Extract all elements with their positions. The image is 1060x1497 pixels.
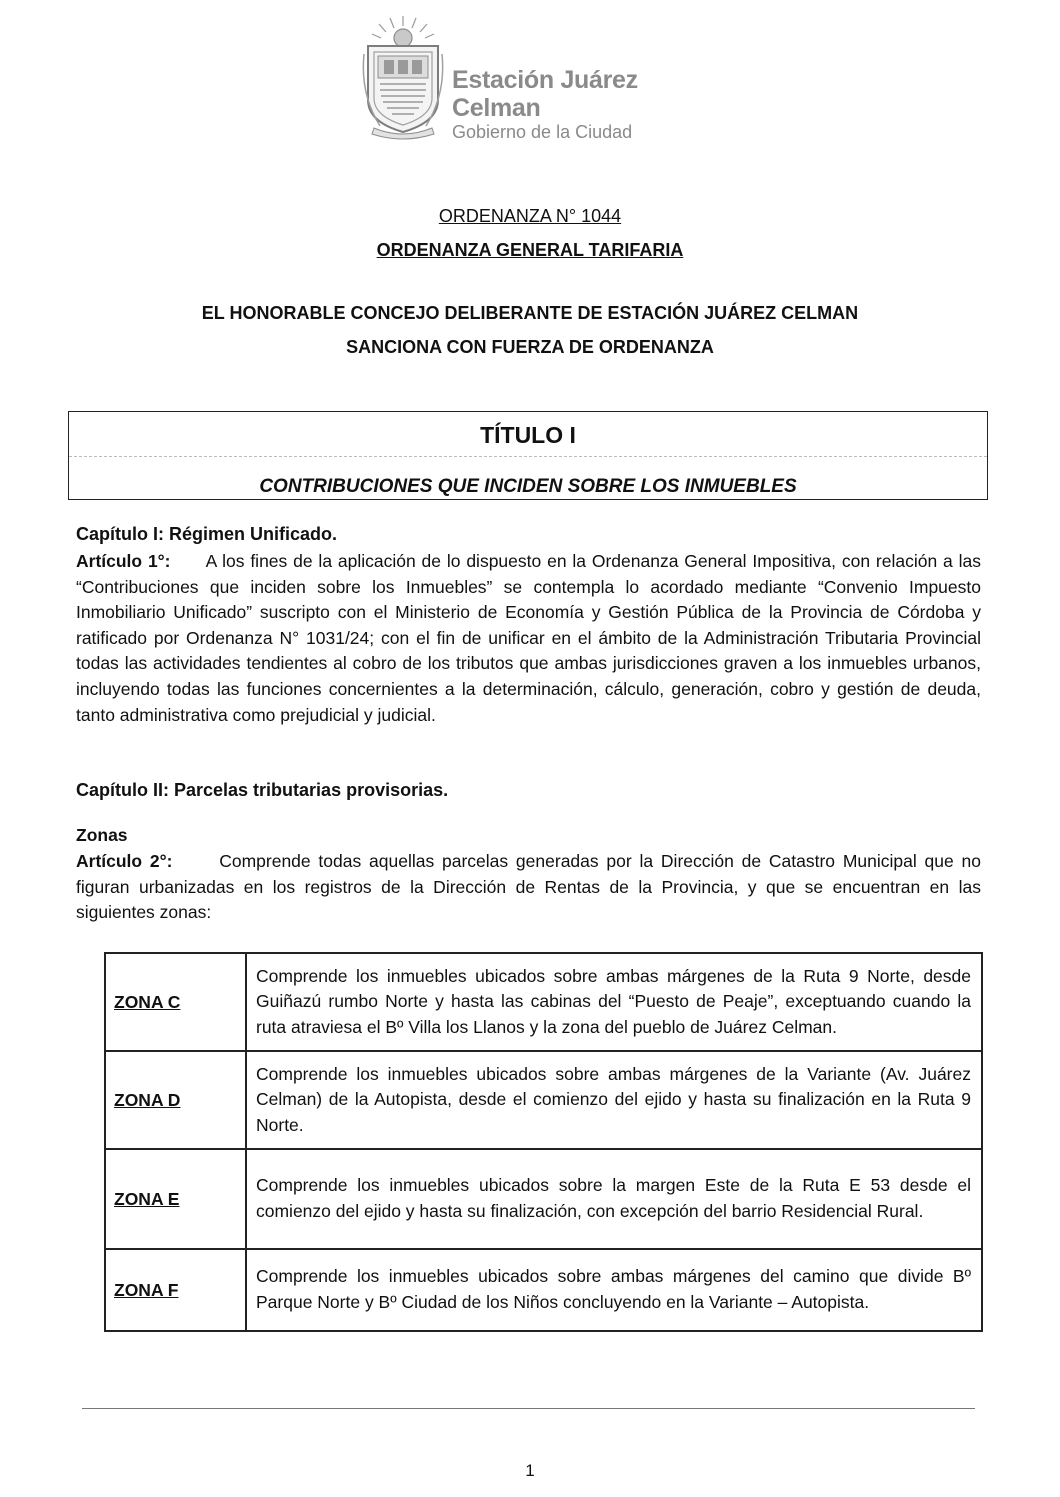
zone-description: Comprende los inmuebles ubicados sobre ambas márgenes de la Variante (Av. Juárez Celman) de la Autopista, desde el comienzo del ejido y hasta su finalización en la Ruta 9 Norte. — [246, 1051, 982, 1149]
zones-table — [104, 952, 983, 1332]
titulo-divider — [69, 456, 987, 457]
article-1-text: A los fines de la aplicación de lo dispuesto en la Ordenanza General Impositiva, con relación a las “Contribuciones que inciden sobre los Inmuebles” se contempla lo acordado mediante “Convenio Impuesto Inmobiliario Unificado” suscripto con el Ministerio de Economía y Gestión Pública de la Provincia de Córdoba y ratificado por Ordenanza N° 1031/24; con el fin de unificar en el ámbito de la Administración Tributaria Provincial todas las actividades tendientes al cobro de los tributos que ambas jurisdicciones graven a los inmuebles urbanos, incluyendo todas las funciones concernientes a la determinación, cálculo, generación, cobro y gestión de deuda, tanto administrativa como prejudicial y judicial. — [76, 551, 981, 725]
zone-name: ZONA D — [105, 1051, 246, 1149]
zone-description: Comprende los inmuebles ubicados sobre ambas márgenes de la Ruta 9 Norte, desde Guiñazú rumbo Norte y hasta las cabinas del “Puesto de Peaje”, exceptuando cuando la ruta atraviesa el Bº Villa los Llanos y la zona del pueblo de Juárez Celman. — [246, 953, 982, 1051]
article-2-label: Artículo 2°: — [76, 851, 173, 871]
table-row — [105, 1249, 982, 1331]
chapter-1-heading: Capítulo I: Régimen Unificado. — [76, 524, 338, 544]
article-2 — [76, 849, 981, 926]
zone-description: Comprende los inmuebles ubicados sobre ambas márgenes del camino que divide Bº Parque Norte y Bº Ciudad de los Niños concluyendo en la Variante – Autopista. — [246, 1249, 982, 1331]
enactment-line-2: SANCIONA CON FUERZA DE ORDENANZA — [346, 337, 714, 357]
ordinance-title: ORDENANZA GENERAL TARIFARIA — [376, 240, 684, 260]
article-1-label: Artículo 1°: — [76, 551, 171, 571]
table-row — [105, 953, 982, 1051]
page-number: 1 — [525, 1461, 535, 1480]
header-logo — [360, 14, 720, 144]
table-row — [105, 1051, 982, 1149]
zone-name: ZONA F — [105, 1249, 246, 1331]
article-1 — [76, 549, 981, 728]
titulo-subtitle: CONTRIBUCIONES QUE INCIDEN SOBRE LOS INMUEBLES — [259, 476, 797, 497]
zonas-heading: Zonas — [76, 825, 128, 845]
zone-description: Comprende los inmuebles ubicados sobre la margen Este de la Ruta E 53 desde el comienzo del ejido y hasta su finalización, con excepción del barrio Residencial Rural. — [246, 1149, 982, 1249]
zone-name: ZONA E — [105, 1149, 246, 1249]
chapter-2-heading: Capítulo II: Parcelas tributarias provisorias. — [76, 780, 449, 800]
table-row — [105, 1149, 982, 1249]
article-2-text: Comprende todas aquellas parcelas generadas por la Dirección de Catastro Municipal que no figuran urbanizadas en los registros de la Dirección de Rentas de la Provincia, y que se encuentran en las siguientes zonas: — [76, 851, 981, 923]
brand-subtitle: Gobierno de la Ciudad — [452, 122, 633, 142]
footer-divider — [82, 1408, 975, 1409]
zone-name: ZONA C — [105, 953, 246, 1051]
brand-block — [452, 66, 720, 142]
crest-icon — [360, 14, 446, 140]
enactment-line-1: EL HONORABLE CONCEJO DELIBERANTE DE ESTACIÓN JUÁREZ CELMAN — [201, 303, 859, 323]
ordinance-number: ORDENANZA N° 1044 — [438, 206, 622, 226]
brand-name: Estación Juárez Celman — [452, 66, 638, 122]
titulo-box — [68, 411, 988, 500]
titulo-label: TÍTULO I — [480, 422, 576, 448]
